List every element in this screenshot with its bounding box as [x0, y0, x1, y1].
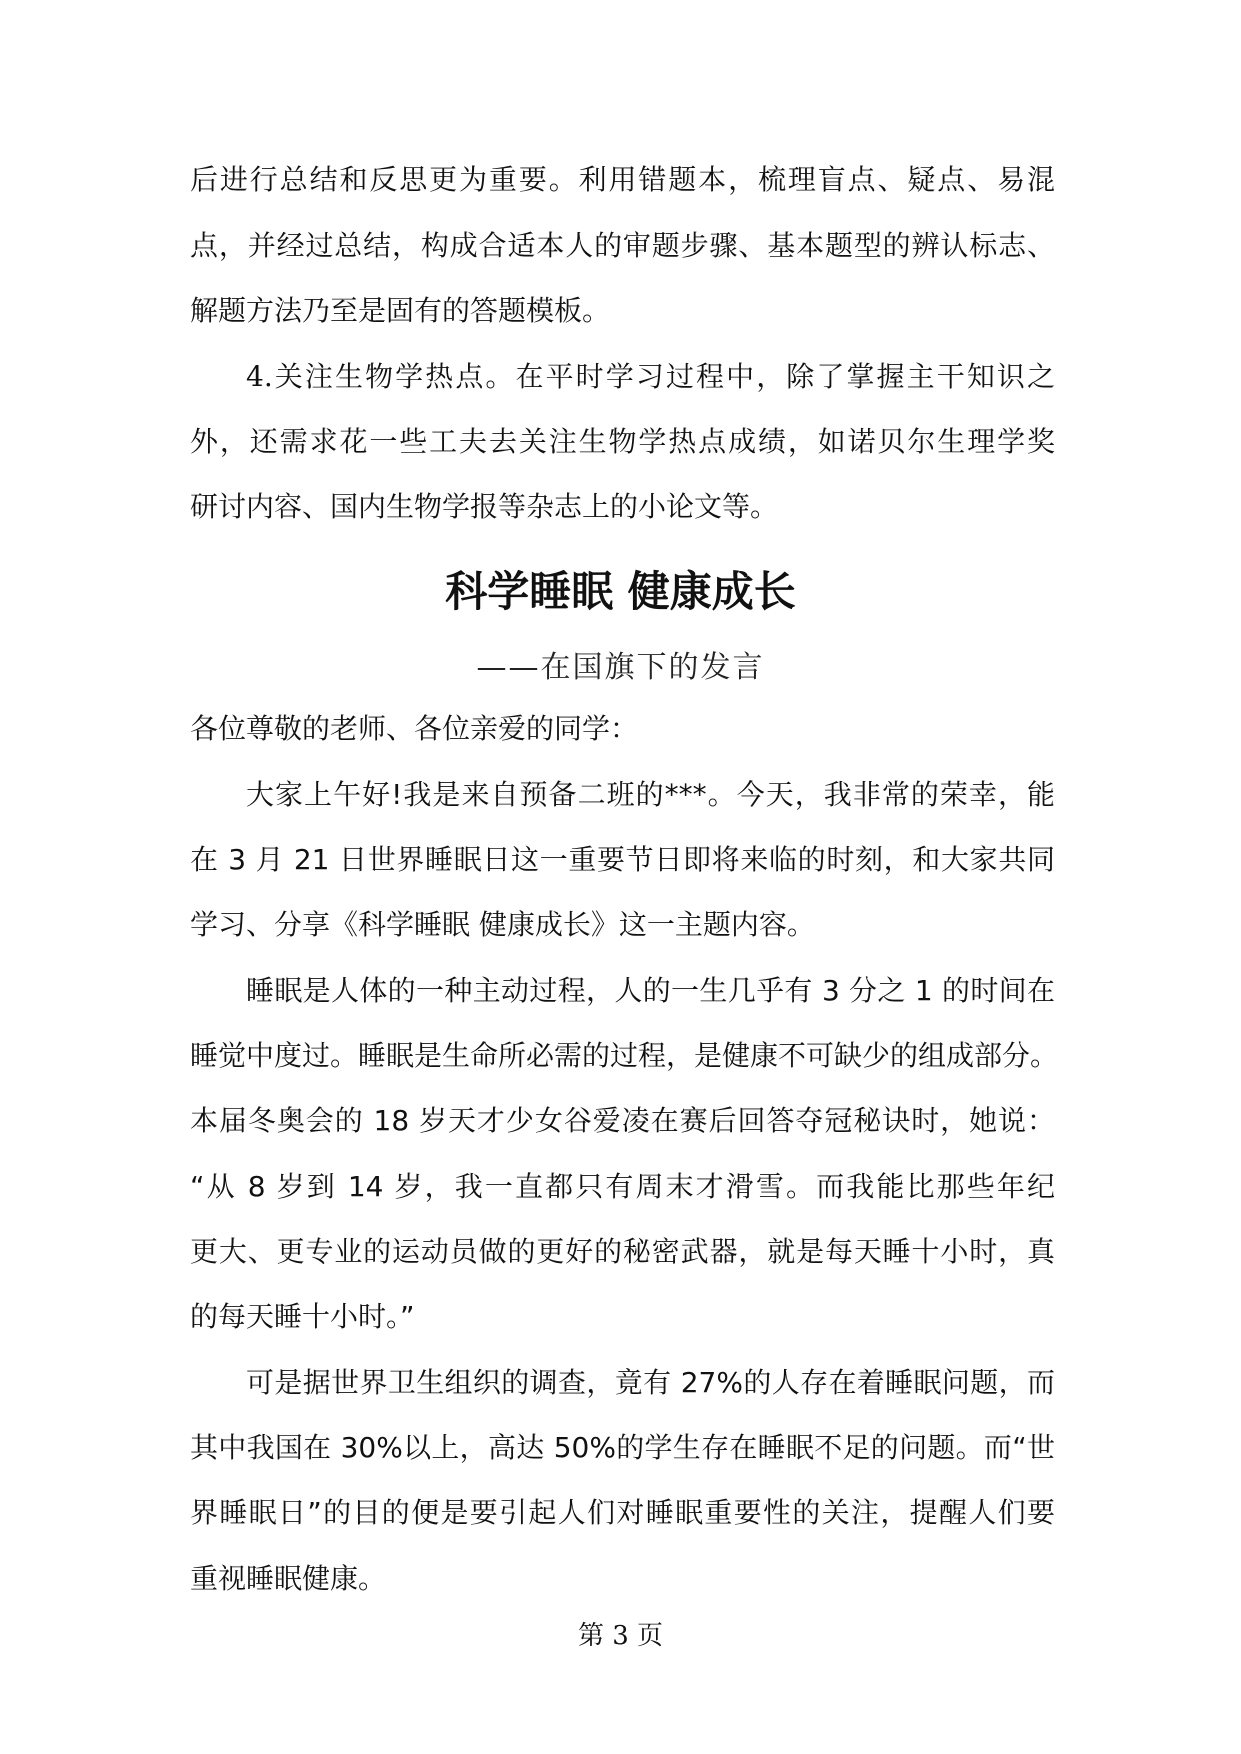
paragraph-line: 的每天睡十小时。” [190, 1300, 415, 1333]
paragraph-line: 外，还需求花一些工夫去关注生物学热点成绩，如诺贝尔生理学奖 [190, 425, 1055, 458]
paragraph-line: 界睡眠日”的目的便是要引起人们对睡眠重要性的关注，提醒人们要 [190, 1496, 1055, 1529]
paragraph-line: 睡觉中度过。睡眠是生命所必需的过程，是健康不可缺少的组成部分。 [190, 1039, 1059, 1072]
paragraph-line: 大家上午好!我是来自预备二班的***。今天，我非常的荣幸，能 [246, 778, 1055, 811]
speech-title: 科学睡眠 健康成长 [445, 567, 796, 616]
paragraph-line: 点，并经过总结，构成合适本人的审题步骤、基本题型的辨认标志、 [190, 229, 1055, 262]
paragraph-line: 睡眠是人体的一种主动过程，人的一生几乎有 3 分之 1 的时间在 [246, 974, 1055, 1007]
paragraph-line: 在 3 月 21 日世界睡眠日这一重要节日即将来临的时刻，和大家共同 [190, 843, 1055, 876]
paragraph-line: 学习、分享《科学睡眠 健康成长》这一主题内容。 [190, 908, 815, 941]
paragraph-line: 4.关注生物学热点。在平时学习过程中，除了掌握主干知识之 [246, 360, 1055, 393]
paragraph-line: 可是据世界卫生组织的调查，竟有 27%的人存在着睡眠问题，而 [246, 1366, 1055, 1399]
paragraph-line: 更大、更专业的运动员做的更好的秘密武器，就是每天睡十小时，真 [190, 1235, 1055, 1268]
paragraph-line: “从 8 岁到 14 岁，我一直都只有周末才滑雪。而我能比那些年纪 [190, 1170, 1055, 1203]
paragraph-line: 研讨内容、国内生物学报等杂志上的小论文等。 [190, 490, 779, 523]
salutation: 各位尊敬的老师、各位亲爱的同学： [190, 712, 639, 745]
paragraph-line: 其中我国在 30%以上，高达 50%的学生存在睡眠不足的问题。而“世 [190, 1431, 1055, 1464]
speech-subtitle: ——在国旗下的发言 [476, 650, 765, 685]
page-number: 第 3 页 [577, 1621, 664, 1651]
paragraph-line: 后进行总结和反思更为重要。利用错题本，梳理盲点、疑点、易混 [190, 163, 1055, 196]
paragraph-line: 本届冬奥会的 18 岁天才少女谷爱凌在赛后回答夺冠秘诀时，她说： [190, 1104, 1055, 1137]
paragraph-line: 重视睡眠健康。 [190, 1562, 387, 1595]
paragraph-line: 解题方法乃至是固有的答题模板。 [190, 294, 611, 327]
